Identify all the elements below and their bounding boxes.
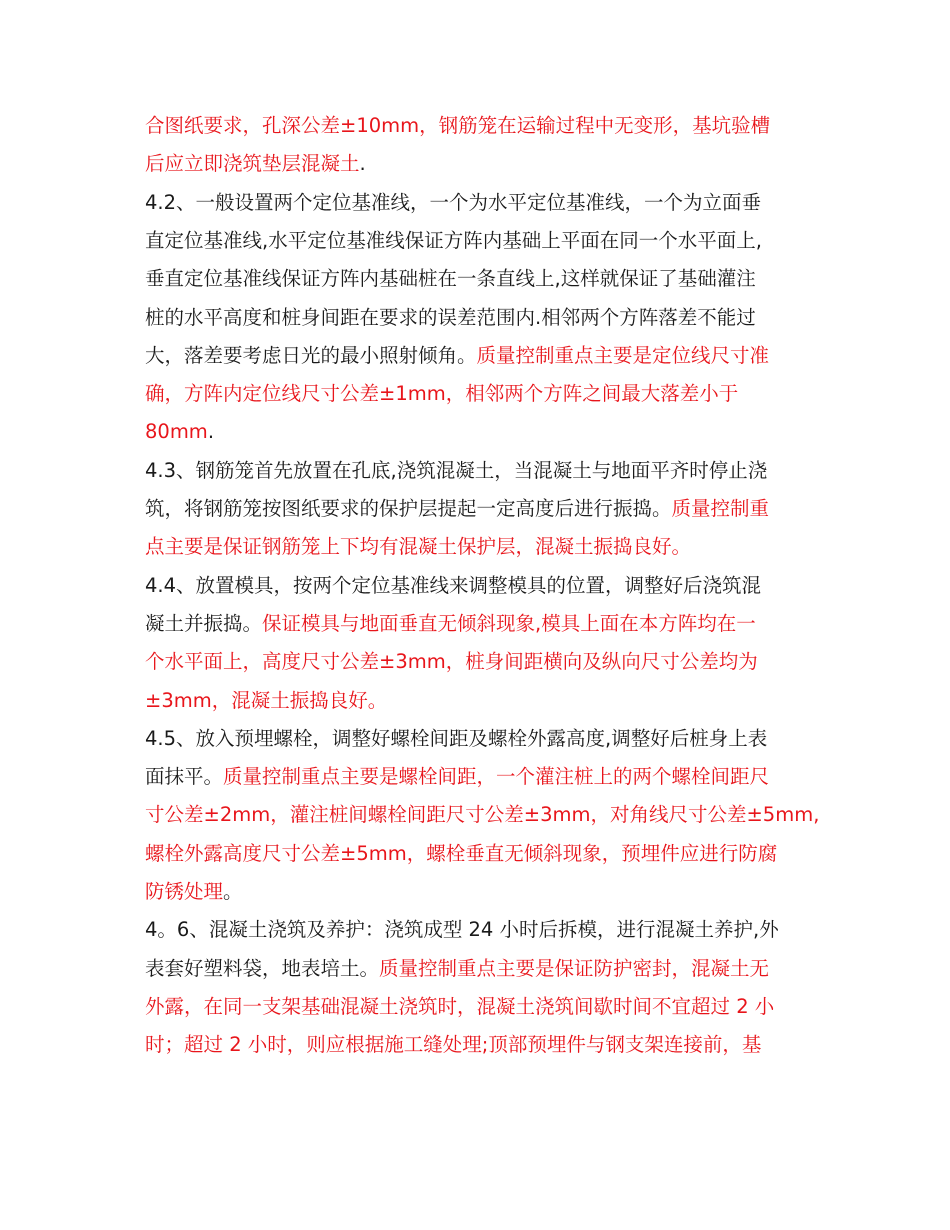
text-line (145, 1032, 761, 1058)
highlighted-text: 质量控制重点主要是螺栓间距，一个灌注桩上的两个螺栓间距尺 (223, 765, 770, 789)
text-line (145, 343, 769, 369)
body-text: 4.3、钢筋笼首先放置在孔底,浇筑混凝土，当混凝土与地面平齐时停止浇 (145, 458, 768, 482)
text-line (145, 496, 769, 522)
text-line (145, 113, 770, 139)
highlighted-text: 质量控制重 (671, 497, 770, 520)
text-line (145, 879, 243, 905)
body-text: 垂直定位基准线保证方阵内基础桩在一条直线上,这样就保证了基础灌注 (145, 267, 756, 291)
body-text: 直定位基准线,水平定位基准线保证方阵内基础上平面在同一个水平面上, (145, 228, 762, 252)
text-line (145, 266, 756, 292)
text-line (145, 917, 779, 943)
body-text: 4.4、放置模具，按两个定位基准线来调整模具的位置，调整好后浇筑混 (145, 573, 762, 597)
text-line (145, 841, 777, 867)
body-text: . (207, 420, 215, 444)
highlighted-text: 寸公差±2mm，灌注桩间螺栓间距尺寸公差±3mm，对角线尺寸公差±5mm, (145, 803, 820, 827)
text-line (145, 228, 762, 254)
highlighted-text: 合图纸要求，孔深公差±10mm，钢筋笼在运输过程中无变形，基坑验槽 (145, 114, 771, 137)
text-line (145, 649, 758, 675)
highlighted-text: 个水平面上，高度尺寸公差±3mm，桩身间距横向及纵向尺寸公差均为 (145, 650, 758, 674)
body-text: 4.2、一般设置两个定位基准线，一个为水平定位基准线，一个为立面垂 (145, 190, 762, 214)
highlighted-text: 螺栓外露高度尺寸公差±5mm，螺栓垂直无倾斜现象，预埋件应进行防腐 (145, 841, 778, 865)
highlighted-text: 外露，在同一支架基础混凝土浇筑时，混凝土浇筑间歇时间不宜超过 2 小 (145, 994, 775, 1018)
highlighted-text: 质量控制重点主要是保证防护密封，混凝土无 (379, 956, 770, 980)
highlighted-text: 确，方阵内定位线尺寸公差±1mm，相邻两个方阵之间最大落差小于 (145, 382, 739, 406)
text-line (145, 305, 756, 331)
text-line (145, 956, 769, 982)
text-line (145, 688, 387, 714)
body-text: 表套好塑料袋，地表培土。 (145, 956, 380, 980)
body-text: 凝土并振捣。 (145, 611, 263, 635)
highlighted-text: 保证模具与地面垂直无倾斜现象,模具上面在本方阵均在一 (262, 611, 756, 635)
text-line (145, 994, 774, 1020)
text-line (145, 573, 761, 599)
body-text: 4.5、放入预埋螺栓，调整好螺栓间距及螺栓外露高度,调整好后桩身上表 (145, 726, 768, 750)
text-line (145, 534, 691, 560)
text-line (145, 802, 819, 828)
highlighted-text: 后应立即浇筑垫层混凝土 (145, 152, 360, 176)
body-text: 桩的水平高度和桩身间距在要求的误差范围内.相邻两个方阵落差不能过 (145, 305, 756, 329)
text-line (145, 764, 769, 790)
body-text: 大，落差要考虑日光的最小照射倾角。 (145, 343, 477, 367)
highlighted-text: 质量控制重点主要是定位线尺寸准 (476, 343, 770, 367)
highlighted-text: 时；超过 2 小时，则应根据施工缝处理;顶部预埋件与钢支架连接前，基 (145, 1033, 762, 1057)
text-line (145, 381, 738, 407)
text-line (145, 458, 767, 484)
highlighted-text: 80mm (145, 420, 208, 444)
highlighted-text: 点主要是保证钢筋笼上下均有混凝土保护层，混凝土振捣良好。 (145, 535, 692, 559)
body-text: 面抹平。 (145, 765, 224, 789)
text-line (145, 190, 761, 216)
body-text: 筑，将钢筋笼按图纸要求的保护层提起一定高度后进行振捣。 (145, 497, 672, 520)
text-line (145, 419, 214, 445)
body-text: . (359, 152, 366, 176)
highlighted-text: 防锈处理 (145, 880, 224, 903)
text-line (145, 151, 366, 177)
text-line (145, 726, 767, 752)
highlighted-text: ±3mm，混凝土振捣良好。 (145, 688, 388, 712)
body-text: 4。6、混凝土浇筑及养护：浇筑成型 24 小时后拆模，进行混凝土养护,外 (145, 918, 779, 942)
body-text: 。 (223, 880, 243, 903)
text-line (145, 611, 756, 637)
